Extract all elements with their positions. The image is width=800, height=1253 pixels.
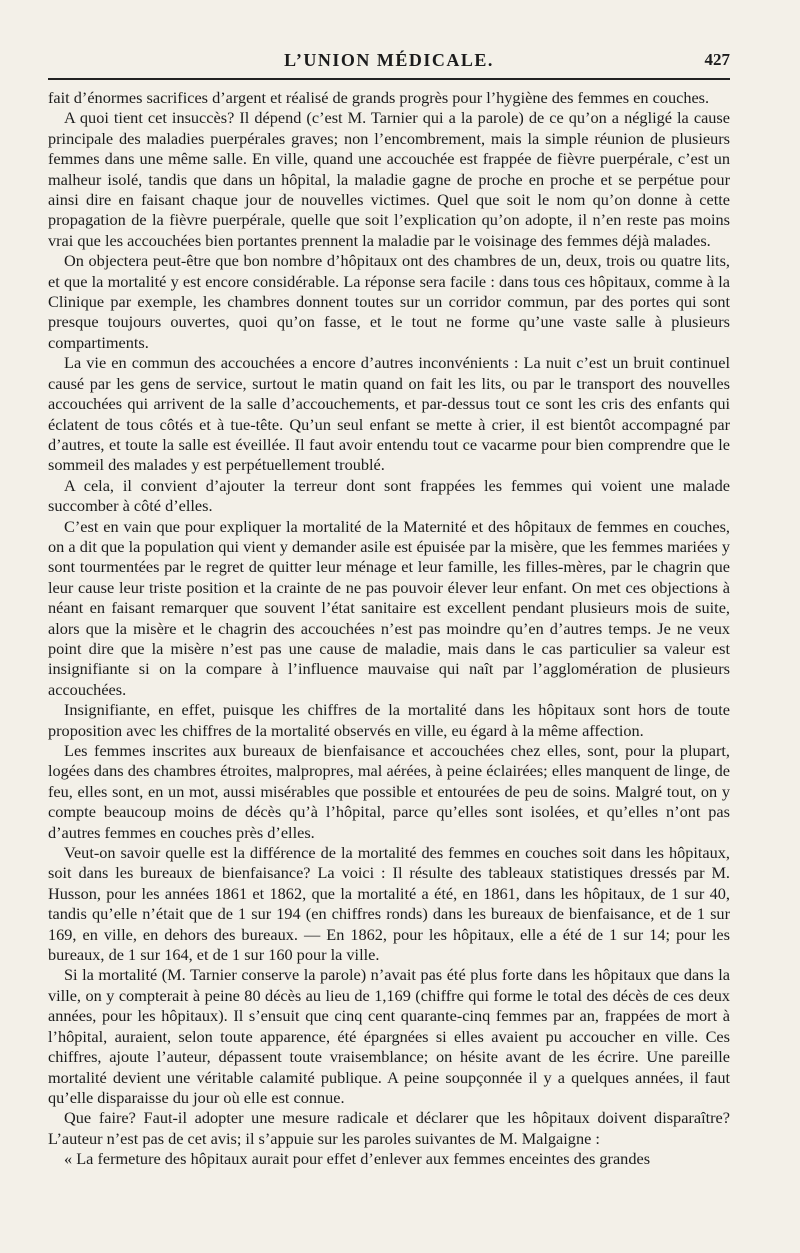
header-rule bbox=[48, 78, 730, 80]
paragraph: A cela, il convient d’ajouter la terreur dont sont frappées les femmes qui voient une malade succomber à côté d’elles. bbox=[48, 475, 730, 516]
paragraph: On objectera peut-être que bon nombre d’hôpitaux ont des chambres de un, deux, trois ou quatre lits, et que la mortalité y est encore considérable. La réponse sera facile : dans tous ces hôpitaux, comme à la Clinique par exemple, les chambres donnent toutes sur un corridor commun, par des portes qui sont presque toujours ouvertes, quoi qu’on fasse, et le tout ne forme qu’une vaste salle à plusieurs compartiments. bbox=[48, 251, 730, 352]
paragraph: Les femmes inscrites aux bureaux de bienfaisance et accouchées chez elles, sont, pour la plupart, logées dans des chambres étroites, malpropres, mal aérées, à peine éclairées; elles manquent de linge, de feu, elles sont, en un mot, aussi misérables que possible et entourées de peu de soins. Malgré tout, on y compte beaucoup moins de décès qu’à l’hôpital, parce qu’elles sont isolées, et qu’elles n’ont pas d’autres femmes en couches près d’elles. bbox=[48, 741, 730, 842]
paragraph: « La fermeture des hôpitaux aurait pour effet d’enlever aux femmes enceintes des grandes bbox=[64, 1149, 651, 1169]
paragraph: fait d’énormes sacrifices d’argent et réalisé de grands progrès pour l’hygiène des femmes en couches. bbox=[48, 88, 710, 107]
paragraph: C’est en vain que pour expliquer la mortalité de la Maternité et des hôpitaux de femmes en couches, on a dit que la population qui vient y demander asile est épuisée par la misère, que les femmes mariées y sont tourmentées par le regret de quitter leur ménage et leur famille, les filles-mères, par le chagrin que leur cause leur triste position et la crainte de ne pas pouvoir élever leur enfant. On met ces objections à néant en faisant remarquer que souvent l’état sanitaire est excellent pendant plusieurs mois de suite, alors que la misère et le chagrin des accouchées n’est pas moindre qu’en d’autres temps. Je ne veux point dire que la misère n’est pas une cause de maladie, mais dans le cas particulier sa valeur est insignifiante si on la compare à l’influence mauvaise qui naît par l’agglomération de plusieurs accouchées. bbox=[48, 516, 730, 699]
paragraph: Veut-on savoir quelle est la différence de la mortalité des femmes en couches soit dans les hôpitaux, soit dans les bureaux de bienfaisance? La voici : Il résulte des tableaux statistiques dressés par M. Husson, pour les années 1861 et 1862, que la mortalité a été, en 1861, dans les hôpitaux, de 1 sur 40, tandis qu’elle n’était que de 1 sur 194 (en chiffres ronds) dans les bureaux de bienfaisance, et de 1 sur 169, en ville, en dehors des bureaux. — En 1862, pour les hôpitaux, elle a été de 1 sur 14; pour les bureaux, de 1 sur 164, et de 1 sur 160 pour la ville. bbox=[48, 843, 730, 965]
running-title: L’UNION MÉDICALE. bbox=[284, 50, 494, 70]
paragraph: La vie en commun des accouchées a encore d’autres inconvénients : La nuit c’est un bruit continuel causé par les gens de service, surtout le matin quand on fait les lits, ou par le transport des nouvelles accouchées qui arrivent de la salle d’accouchements, et par-dessus tout ce sont les cris des enfants qui éclatent de tous côtés et à tue-tête. Qu’un seul enfant se mette à crier, il est bientôt accompagné par d’autres, et toute la salle est éveillée. Il faut avoir entendu tout ce vacarme pour bien comprendre que le sommeil des malades y est perpétuellement troublé. bbox=[48, 353, 730, 475]
paragraph: Si la mortalité (M. Tarnier conserve la parole) n’avait pas été plus forte dans les hôpitaux que dans la ville, on y compterait à peine 80 décès au lieu de 1,169 (chiffre qui forme le total des décès de ces deux années, pour les hôpitaux). Il s’ensuit que cinq cent quarante-cinq femmes par an, frappées de mort à l’hôpital, auraient, selon toute apparence, été épargnées si elles avaient pu accoucher en ville. Ces chiffres, ajoute l’auteur, dépassent toute vraisemblance; on hésite avant de les écrire. Une pareille mortalité devient une véritable calamité publique. A peine soupçonnée il y a quelques années, il faut qu’elle disparaisse du jour où elle est connue. bbox=[48, 965, 730, 1107]
page-header bbox=[48, 50, 730, 74]
body-text bbox=[48, 88, 730, 1170]
paragraph: Insignifiante, en effet, puisque les chiffres de la mortalité dans les hôpitaux sont hors de toute proposition avec les chiffres de la mortalité observés en ville, eu égard à la même affection. bbox=[48, 700, 730, 740]
page-number: 427 bbox=[704, 50, 730, 69]
paragraph: A quoi tient cet insuccès? Il dépend (c’est M. Tarnier qui a la parole) de ce qu’on a négligé la cause principale des maladies puerpérales graves; non l’encombrement, mais la simple réunion de plusieurs femmes dans une même salle. En ville, quand une accouchée est frappée de fièvre puerpérale, c’est un malheur isolé, tandis que dans un hôpital, la maladie gagne de proche en proche et se perpétue pour ainsi dire en faisant chaque jour de nouvelles victimes. Quel que soit le nom qu’on donne à cette propagation de la fièvre puerpérale, quelle que soit l’explication qu’on adopte, il n’en reste pas moins vrai que les accouchées bien portantes prennent la maladie par le voisinage des femmes déjà malades. bbox=[48, 108, 730, 250]
paragraph: Que faire? Faut-il adopter une mesure radicale et déclarer que les hôpitaux doivent disparaître? L’auteur n’est pas de cet avis; il s’appuie sur les paroles suivantes de M. Malgaigne : bbox=[48, 1108, 730, 1148]
